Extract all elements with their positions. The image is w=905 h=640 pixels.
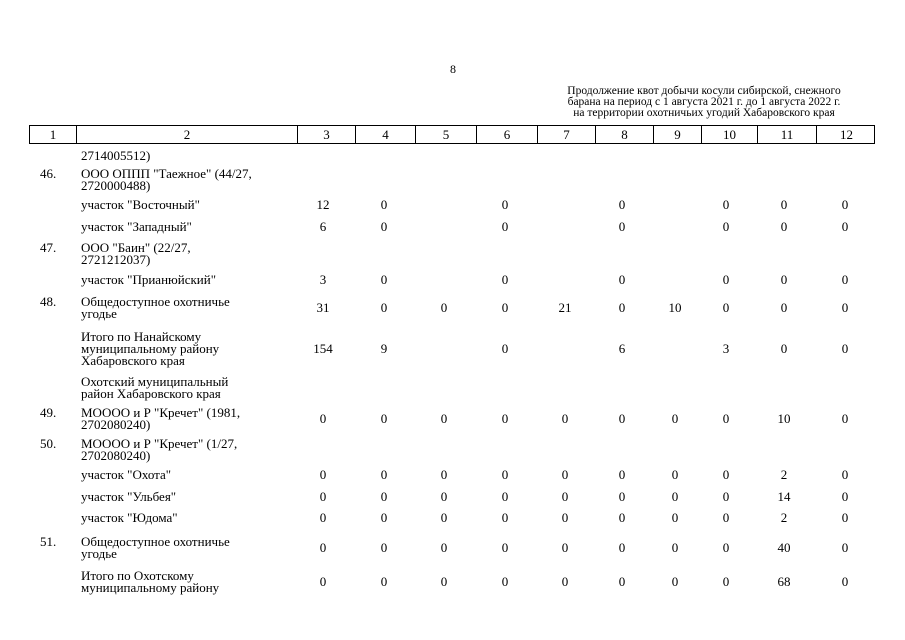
row-value-col-12: 0 [841,540,849,555]
table-row [0,168,905,192]
row-value-col-12: 0 [841,467,849,482]
row-value-col-11: 68 [777,574,791,589]
header-cell: 9 [653,126,701,143]
row-value-col-5: 0 [440,411,448,426]
table-row [0,438,905,462]
row-value-col-4: 0 [380,510,388,525]
row-value-col-4: 0 [380,574,388,589]
table-row [0,407,905,431]
row-value-col-11: 0 [780,197,788,212]
row-name [81,376,296,400]
row-value-col-4: 0 [380,219,388,234]
row-value-col-8: 0 [618,489,626,504]
table-header [29,125,875,144]
row-name [81,331,296,367]
table-row [0,376,905,400]
row-value-col-6: 0 [501,197,509,212]
row-name-line: участок "Юдома" [81,510,178,525]
row-value-col-4: 0 [380,272,388,287]
row-name-line: МОООО и Р "Кречет" (1981, [81,405,241,420]
row-value-col-11: 40 [777,540,791,555]
row-name-line: угодье [81,546,117,561]
row-name [81,274,296,286]
row-value-col-12: 0 [841,197,849,212]
row-number: 47. [40,240,57,255]
row-value-col-11: 14 [777,489,791,504]
header-cell: 8 [595,126,653,143]
row-value-col-5: 0 [440,510,448,525]
row-value-col-10: 0 [722,219,730,234]
row-name [81,512,296,524]
row-value-col-6: 0 [501,540,509,555]
row-value-col-9: 10 [668,300,682,315]
row-value-col-7: 0 [561,510,569,525]
row-name [81,199,296,211]
row-value-col-11: 2 [780,467,788,482]
caption-line: барана на период с 1 августа 2021 г. до 1 августа 2022 г. [567,96,841,108]
row-value-col-5: 0 [440,574,448,589]
table-caption [548,86,860,119]
row-value-col-10: 0 [722,467,730,482]
row-value-col-11: 2 [780,510,788,525]
row-name [81,469,296,481]
row-value-col-10: 0 [722,197,730,212]
row-value-col-10: 0 [722,574,730,589]
row-value-col-10: 0 [722,300,730,315]
row-value-col-4: 0 [380,540,388,555]
row-value-col-8: 0 [618,197,626,212]
row-value-col-9: 0 [671,411,679,426]
row-value-col-4: 0 [380,467,388,482]
row-name-line: участок "Охота" [81,467,172,482]
table-row [0,274,905,286]
row-value-col-6: 0 [501,411,509,426]
table-row [0,536,905,560]
row-name-line: 2714005512) [81,148,151,163]
row-value-col-12: 0 [841,272,849,287]
row-value-col-8: 0 [618,272,626,287]
table-row [0,296,905,320]
header-cell: 11 [757,126,816,143]
row-value-col-5: 0 [440,467,448,482]
row-name-line: участок "Ульбея" [81,489,177,504]
row-value-col-9: 0 [671,540,679,555]
row-name [81,168,296,192]
row-value-col-3: 31 [316,300,330,315]
row-name-line: угодье [81,306,117,321]
row-value-col-6: 0 [501,510,509,525]
row-value-col-6: 0 [501,272,509,287]
row-number: 48. [40,294,57,309]
row-name-line: участок "Прианюйский" [81,272,217,287]
row-name-line: Итого по Охотскому [81,568,194,583]
row-value-col-3: 3 [319,272,327,287]
row-name [81,438,296,462]
header-cell: 5 [415,126,476,143]
row-value-col-8: 0 [618,219,626,234]
header-cell: 7 [537,126,595,143]
row-value-col-7: 0 [561,411,569,426]
row-value-col-4: 0 [380,197,388,212]
row-name-line: район Хабаровского края [81,386,221,401]
row-value-col-6: 0 [501,219,509,234]
table-row [0,570,905,594]
table-row [0,150,905,162]
row-value-col-10: 0 [722,411,730,426]
row-value-col-12: 0 [841,510,849,525]
row-name [81,491,296,503]
row-value-col-11: 10 [777,411,791,426]
row-name-line: МОООО и Р "Кречет" (1/27, [81,436,238,451]
row-value-col-4: 0 [380,300,388,315]
row-value-col-8: 0 [618,574,626,589]
row-value-col-5: 0 [440,300,448,315]
table-row [0,242,905,266]
row-value-col-9: 0 [671,467,679,482]
row-value-col-12: 0 [841,411,849,426]
row-value-col-7: 0 [561,540,569,555]
row-name-line: 2720000488) [81,178,151,193]
row-number: 49. [40,405,57,420]
row-number: 50. [40,436,57,451]
row-name [81,570,296,594]
row-name [81,221,296,233]
row-name [81,296,296,320]
table-row [0,331,905,367]
row-value-col-8: 0 [618,300,626,315]
table-row [0,221,905,233]
row-value-col-10: 0 [722,272,730,287]
header-cell: 1 [49,127,57,142]
row-value-col-6: 0 [501,300,509,315]
row-value-col-3: 12 [316,197,330,212]
row-name-line: 2702080240) [81,448,151,463]
row-value-col-5: 0 [440,540,448,555]
header-cell: 10 [701,126,757,143]
row-name-line: Хабаровского края [81,353,185,368]
row-value-col-6: 0 [501,574,509,589]
row-value-col-8: 0 [618,510,626,525]
row-name-line: муниципальному району [81,341,220,356]
row-value-col-4: 0 [380,411,388,426]
row-value-col-12: 0 [841,574,849,589]
row-value-col-3: 0 [319,540,327,555]
row-value-col-8: 0 [618,411,626,426]
row-value-col-3: 0 [319,489,327,504]
row-name-line: участок "Восточный" [81,197,200,212]
header-cell: 4 [355,126,415,143]
table-row [0,199,905,211]
row-name [81,407,296,431]
row-value-col-9: 0 [671,574,679,589]
row-value-col-10: 0 [722,540,730,555]
row-value-col-7: 0 [561,574,569,589]
row-number: 46. [40,166,57,181]
row-value-col-3: 6 [319,219,327,234]
row-value-col-4: 9 [380,341,388,356]
row-value-col-9: 0 [671,510,679,525]
table-row [0,469,905,481]
row-value-col-6: 0 [501,341,509,356]
row-name-line: участок "Западный" [81,219,192,234]
row-name [81,242,296,266]
row-name-line: Охотский муниципальный [81,374,229,389]
table-row [0,512,905,524]
row-name-line: Общедоступное охотничье [81,294,230,309]
row-value-col-3: 0 [319,411,327,426]
table-row [0,491,905,503]
row-value-col-11: 0 [780,219,788,234]
row-value-col-10: 0 [722,489,730,504]
row-value-col-6: 0 [501,489,509,504]
header-cell: 2 [76,126,297,143]
caption-line: Продолжение квот добычи косули сибирской, снежного [567,85,841,97]
header-cell: 3 [297,126,355,143]
row-value-col-5: 0 [440,489,448,504]
page-number: 8 [450,62,456,76]
row-value-col-9: 0 [671,489,679,504]
row-name-line: 2721212037) [81,252,151,267]
row-value-col-8: 0 [618,467,626,482]
row-value-col-11: 0 [780,300,788,315]
row-value-col-11: 0 [780,272,788,287]
row-value-col-3: 154 [313,341,333,356]
row-value-col-7: 0 [561,489,569,504]
row-value-col-8: 6 [618,341,626,356]
row-value-col-10: 0 [722,510,730,525]
row-value-col-12: 0 [841,300,849,315]
row-value-col-3: 0 [319,510,327,525]
header-cell: 6 [476,126,537,143]
row-name-line: Общедоступное охотничье [81,534,230,549]
row-value-col-3: 0 [319,467,327,482]
row-value-col-7: 21 [558,300,572,315]
row-name-line: ООО ОППП "Таежное" (44/27, [81,166,252,181]
row-value-col-3: 0 [319,574,327,589]
row-value-col-8: 0 [618,540,626,555]
row-value-col-10: 3 [722,341,730,356]
row-name-line: муниципальному району [81,580,220,595]
header-cell: 12 [816,126,876,143]
row-value-col-7: 0 [561,467,569,482]
row-name [81,536,296,560]
row-value-col-11: 0 [780,341,788,356]
row-name-line: ООО "Баин" (22/27, [81,240,191,255]
row-name-line: 2702080240) [81,417,151,432]
row-value-col-12: 0 [841,489,849,504]
row-number: 51. [40,534,57,549]
row-value-col-6: 0 [501,467,509,482]
row-name [81,150,296,162]
row-name-line: Итого по Нанайскому [81,329,202,344]
caption-line: на территории охотничьих угодий Хабаровского края [573,107,835,119]
row-value-col-12: 0 [841,219,849,234]
row-value-col-12: 0 [841,341,849,356]
row-value-col-4: 0 [380,489,388,504]
